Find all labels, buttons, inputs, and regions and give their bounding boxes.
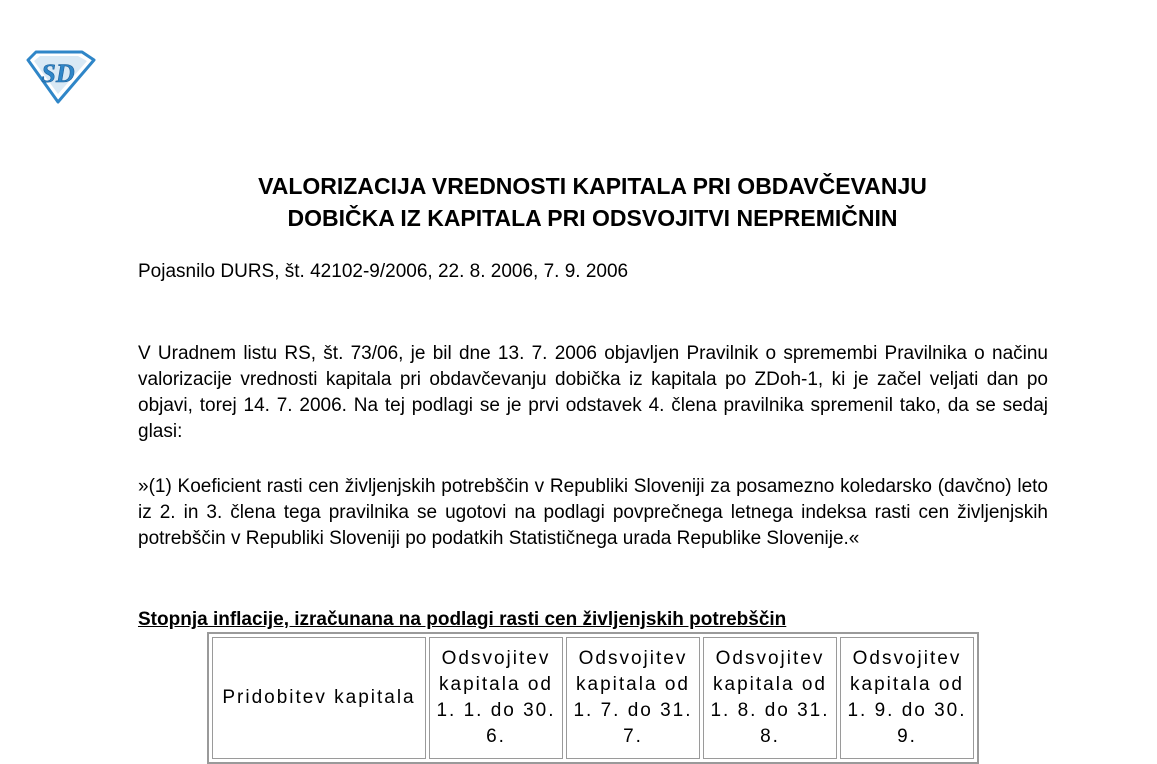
- document-subtitle: Pojasnilo DURS, št. 42102-9/2006, 22. 8. 2006, 7. 9. 2006: [138, 261, 629, 282]
- section-heading: Stopnja inflacije, izračunana na podlagi rasti cen življenjskih potrebščin: [138, 609, 787, 630]
- paragraph-intro: V Uradnem listu RS, št. 73/06, je bil dne 13. 7. 2006 objavljen Pravilnik o spremembi Pravilnika o načinu valorizacije vrednosti kapitala pri obdavčevanju dobička iz kapitala po ZDoh-1, ki je začel veljati dan po objavi, torej 14. 7. 2006. Na tej podlagi se je prvi odstavek 4. člena pravilnika spremenil tako, da se sedaj glasi:: [138, 343, 1048, 442]
- document-title-line-2: DOBIČKA IZ KAPITALA PRI ODSVOJITVI NEPREMIČNIN: [287, 205, 898, 231]
- document-title-line-1: VALORIZACIJA VREDNOSTI KAPITALA PRI OBDAVČEVANJU: [258, 173, 927, 199]
- table-header-row: [212, 637, 974, 759]
- sd-logo: [22, 50, 96, 104]
- svg-text:SD: SD: [41, 59, 75, 88]
- table-header-cell: Pridobitev kapitala: [212, 637, 426, 759]
- inflation-table: [207, 632, 979, 764]
- table-header-cell: Odsvojitev kapitala od 1. 1. do 30. 6.: [429, 637, 563, 759]
- table-header-cell: Odsvojitev kapitala od 1. 9. do 30. 9.: [840, 637, 974, 759]
- table-header-cell: Odsvojitev kapitala od 1. 8. do 31. 8.: [703, 637, 837, 759]
- table-header-cell: Odsvojitev kapitala od 1. 7. do 31. 7.: [566, 637, 700, 759]
- paragraph-quote: »(1) Koeficient rasti cen življenjskih potrebščin v Republiki Sloveniji za posamezno koledarsko (davčno) leto iz 2. in 3. člena tega pravilnika se ugotovi na podlagi povprečnega letnega indeksa rasti cen življenjskih potrebščin v Republiki Sloveniji po podatkih Statističnega urada Republike Slovenije.«: [138, 476, 1048, 549]
